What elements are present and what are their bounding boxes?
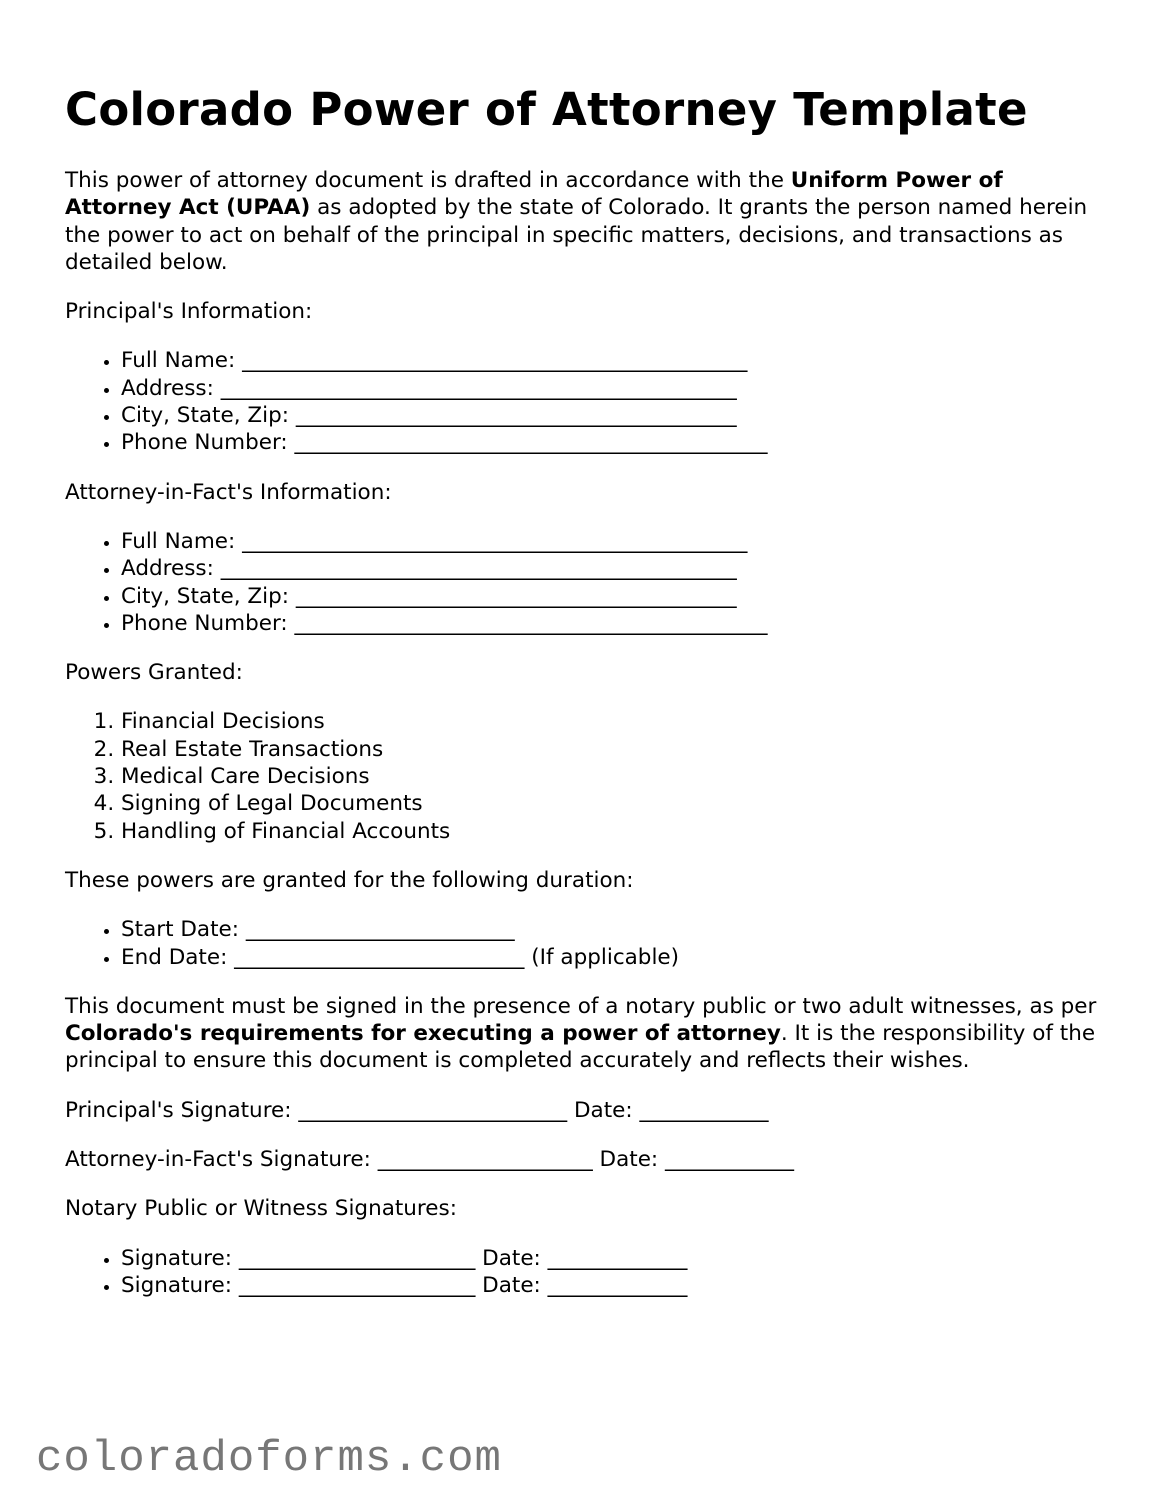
blank-line[interactable]: _________________________ bbox=[245, 917, 515, 943]
blank-line[interactable]: ___________________________ bbox=[234, 944, 525, 970]
principal-full-name-field[interactable]: • Full Name: _______________________________________________ bbox=[121, 347, 1115, 374]
principal-section-label: Principal's Information: bbox=[65, 299, 313, 325]
end-date-field[interactable]: • End Date: ___________________________ (If applicable) bbox=[121, 944, 1115, 971]
attorney-fields-list bbox=[65, 528, 1115, 637]
start-date-field[interactable]: • Start Date: _________________________ bbox=[121, 916, 1115, 943]
intro-text-1: This power of attorney document is drafted in accordance with the bbox=[65, 168, 791, 193]
intro-paragraph bbox=[65, 167, 1115, 276]
watermark: coloradoforms.com bbox=[36, 1434, 502, 1484]
attorney-phone-field[interactable]: • Phone Number: ____________________________________________ bbox=[121, 610, 1115, 637]
power-item: 1. Financial Decisions bbox=[121, 708, 1115, 735]
blank-line[interactable]: ____________________________________________ bbox=[294, 610, 768, 636]
attorney-signature-line[interactable]: Attorney-in-Fact's Signature: ____________________ Date: ____________ bbox=[65, 1147, 795, 1173]
power-item: 5. Handling of Financial Accounts bbox=[121, 818, 1115, 845]
intro-text-2: as adopted by the state of Colorado. It grants the person named herein the power to act on behalf of the principal in specific matters, decisions, and transactions as detailed below. bbox=[65, 195, 1088, 275]
signature-blank[interactable]: _________________________ bbox=[298, 1097, 568, 1123]
power-item: 4. Signing of Legal Documents bbox=[121, 790, 1115, 817]
attorney-address-field[interactable]: • Address: ________________________________________________ bbox=[121, 555, 1115, 582]
blank-line[interactable]: ____________________________________________ bbox=[294, 430, 768, 456]
duration-list bbox=[65, 916, 1115, 971]
principal-signature-line[interactable]: Principal's Signature: _________________________ Date: ____________ bbox=[65, 1097, 769, 1123]
blank-line[interactable]: ________________________________________________ bbox=[220, 375, 737, 401]
witness-section-label: Notary Public or Witness Signatures: bbox=[65, 1196, 457, 1222]
witness-signature-line[interactable]: • Signature: ______________________ Date: _____________ bbox=[121, 1245, 1115, 1272]
attorney-full-name-field[interactable]: • Full Name: _______________________________________________ bbox=[121, 528, 1115, 555]
signature-blank[interactable]: ______________________ bbox=[238, 1245, 476, 1271]
principal-address-field[interactable]: • Address: ________________________________________________ bbox=[121, 375, 1115, 402]
intro-bold-upaa: Uniform Power of Attorney Act (UPAA) bbox=[65, 168, 1003, 221]
power-item: 2. Real Estate Transactions bbox=[121, 736, 1115, 763]
powers-list bbox=[65, 708, 1115, 844]
date-blank[interactable]: ____________ bbox=[665, 1147, 795, 1173]
blank-line[interactable]: _________________________________________ bbox=[295, 583, 737, 609]
principal-city-state-zip-field[interactable]: • City, State, Zip: _________________________________________ bbox=[121, 402, 1115, 429]
blank-line[interactable]: ________________________________________________ bbox=[220, 556, 737, 582]
document-page bbox=[65, 78, 1115, 1299]
date-blank[interactable]: ____________ bbox=[639, 1097, 769, 1123]
document-title: Colorado Power of Attorney Template bbox=[65, 83, 1028, 136]
execution-paragraph: This document must be signed in the presence of a notary public or two adult witnesses, as per Colorado's requirements for executing a power of attorney. It is the responsibility of the principal to ensure this document is completed accurately and reflects their wishes. bbox=[65, 993, 1097, 1074]
execution-bold-requirements: Colorado's requirements for executing a power of attorney bbox=[65, 1021, 781, 1047]
attorney-city-state-zip-field[interactable]: • City, State, Zip: _________________________________________ bbox=[121, 583, 1115, 610]
powers-section-label: Powers Granted: bbox=[65, 660, 243, 686]
date-blank[interactable]: _____________ bbox=[547, 1272, 688, 1298]
blank-line[interactable]: _______________________________________________ bbox=[242, 348, 748, 374]
principal-phone-field[interactable]: • Phone Number: ____________________________________________ bbox=[121, 429, 1115, 456]
power-item: 3. Medical Care Decisions bbox=[121, 763, 1115, 790]
end-date-note: (If applicable) bbox=[531, 944, 680, 970]
witness-signature-line[interactable]: • Signature: ______________________ Date: _____________ bbox=[121, 1272, 1115, 1299]
witness-signatures-list bbox=[65, 1245, 1115, 1300]
attorney-section-label: Attorney-in-Fact's Information: bbox=[65, 479, 392, 505]
blank-line[interactable]: _________________________________________ bbox=[295, 403, 737, 429]
signature-blank[interactable]: ____________________ bbox=[377, 1147, 593, 1173]
signature-blank[interactable]: ______________________ bbox=[238, 1272, 476, 1298]
duration-section-label: These powers are granted for the following duration: bbox=[65, 867, 634, 893]
date-blank[interactable]: _____________ bbox=[547, 1245, 688, 1271]
blank-line[interactable]: _______________________________________________ bbox=[242, 528, 748, 554]
principal-fields-list bbox=[65, 347, 1115, 456]
